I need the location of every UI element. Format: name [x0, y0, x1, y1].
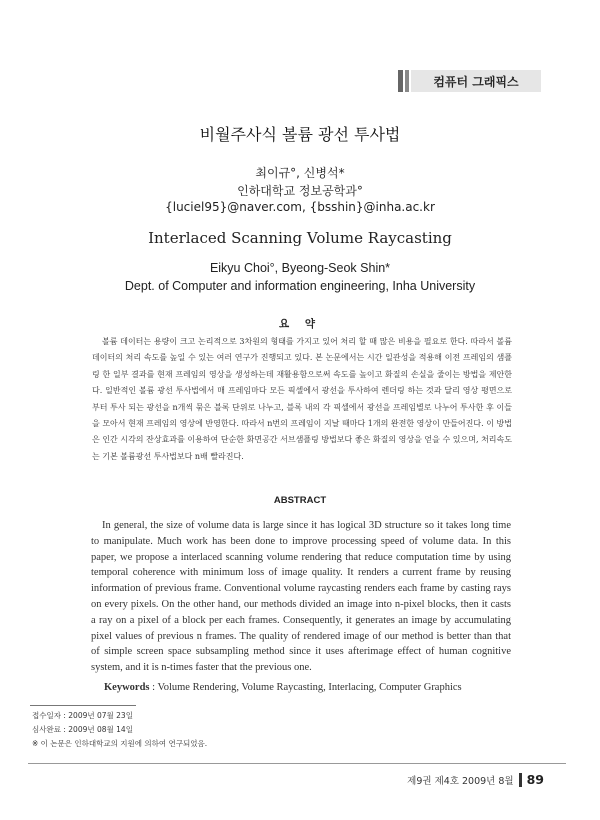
english-authors: Eikyu Choi°, Byeong-Seok Shin* [209, 261, 391, 275]
english-title: Interlaced Scanning Volume Raycasting [148, 229, 452, 247]
korean-authors: 최이규°, 신병석* [255, 166, 345, 180]
funding-note: ※ 이 논문은 인하대학교의 지원에 의하여 연구되었음. [32, 739, 208, 748]
page-footer [407, 772, 544, 787]
page-number: 89 [526, 772, 544, 787]
section-tag-label: 컴퓨터 그래픽스 [411, 70, 541, 92]
page-footer-rule [28, 763, 566, 764]
received-date: 접수일자 : 2009년 07월 23일 [32, 711, 133, 720]
section-tag-bars [398, 70, 409, 92]
korean-abstract-heading: 요 약 [279, 318, 321, 330]
korean-affiliation: 인하대학교 정보공학과° [237, 184, 363, 198]
english-abstract-body: In general, the size of volume data is large since it has logical 3D structure so it takes long time to manipulate. Much work has been done to improve processing speed of volume data. In this paper, we propose a interlaced scanning volume rendering that reduce computation time by using temporal coherence with minimum loss of image quality. It renders a current frame by reusing information of previous frame. Conventional volume raycasting renders each frame by casting rays on every pixels. On the other hand, our methods divided an image into n-pixel blocks, then it casts a ray on a pixel of a block per each frames. Consequently, it generates an image by accumulating pixel values of previous n frames. The quality of rendered image of our method is better than that of simple screen space subsampling method since it uses afterimage effect of human cognitive system, and it is n-times faster that the previous one. [91, 520, 511, 674]
accepted-date: 심사완료 : 2009년 08월 14일 [32, 725, 133, 734]
english-affiliation: Dept. of Computer and information engineering, Inha University [124, 279, 476, 293]
page-number-divider [519, 773, 522, 787]
english-abstract-heading: ABSTRACT [273, 495, 327, 506]
korean-abstract-body: 볼륨 데이터는 용량이 크고 논리적으로 3차원의 형태를 가지고 있어 처리 할 때 많은 비용을 필요로 한다. 따라서 볼륨데이터의 처리 속도를 높일 수 있는 여러 연구가 진행되고 있다. 본 논문에서는 시간 일관성을 적용해 이전 프레임의 샘플링 한 일부 결과를 현재 프레임의 영상을 생성하는데 재활용함으로써 속도를 높이고 화질의 손실을 줄이는 방법을 제안한다. 일반적인 볼륨 광선 투사법에서 매 프레임마다 모든 픽셀에서 광선을 투사하여 렌더링 하는 것과 달리 영상 평면으로부터 투사 되는 광선을 n개씩 묶은 블록 단위로 나누고, 블록 내의 각 픽셀에서 광선을 프레임별로 나누어 투사한 후 이들을 모아서 현재 프레임의 영상에 반영한다. 따라서 n번의 프레임이 지날 때마다 1개의 완전한 영상이 만들어진다. 이 방법은 인간 시각의 잔상효과를 이용하여 단순한 화면공간 서브샘플링 방법보다 좋은 화질의 영상을 얻을 수 있으며, 처리속도는 기본 볼륨광선 투사법보다 n배 빨라진다. [92, 337, 512, 461]
keywords-label: Keywords [104, 682, 150, 693]
journal-volume-issue: 제9권 제4호 2009년 8월 [407, 775, 514, 787]
keywords-separator: : [149, 682, 158, 693]
section-tag-bar [405, 70, 409, 92]
korean-title: 비월주사식 볼륨 광선 투사법 [199, 125, 401, 144]
keywords-line [104, 682, 534, 693]
author-emails: {luciel95}@naver.com, {bsshin}@inha.ac.kr [165, 200, 435, 214]
section-tag [398, 70, 541, 92]
footnote-divider [30, 705, 136, 706]
keywords-text: Volume Rendering, Volume Raycasting, Interlacing, Computer Graphics [157, 682, 462, 693]
section-tag-bar [398, 70, 403, 92]
